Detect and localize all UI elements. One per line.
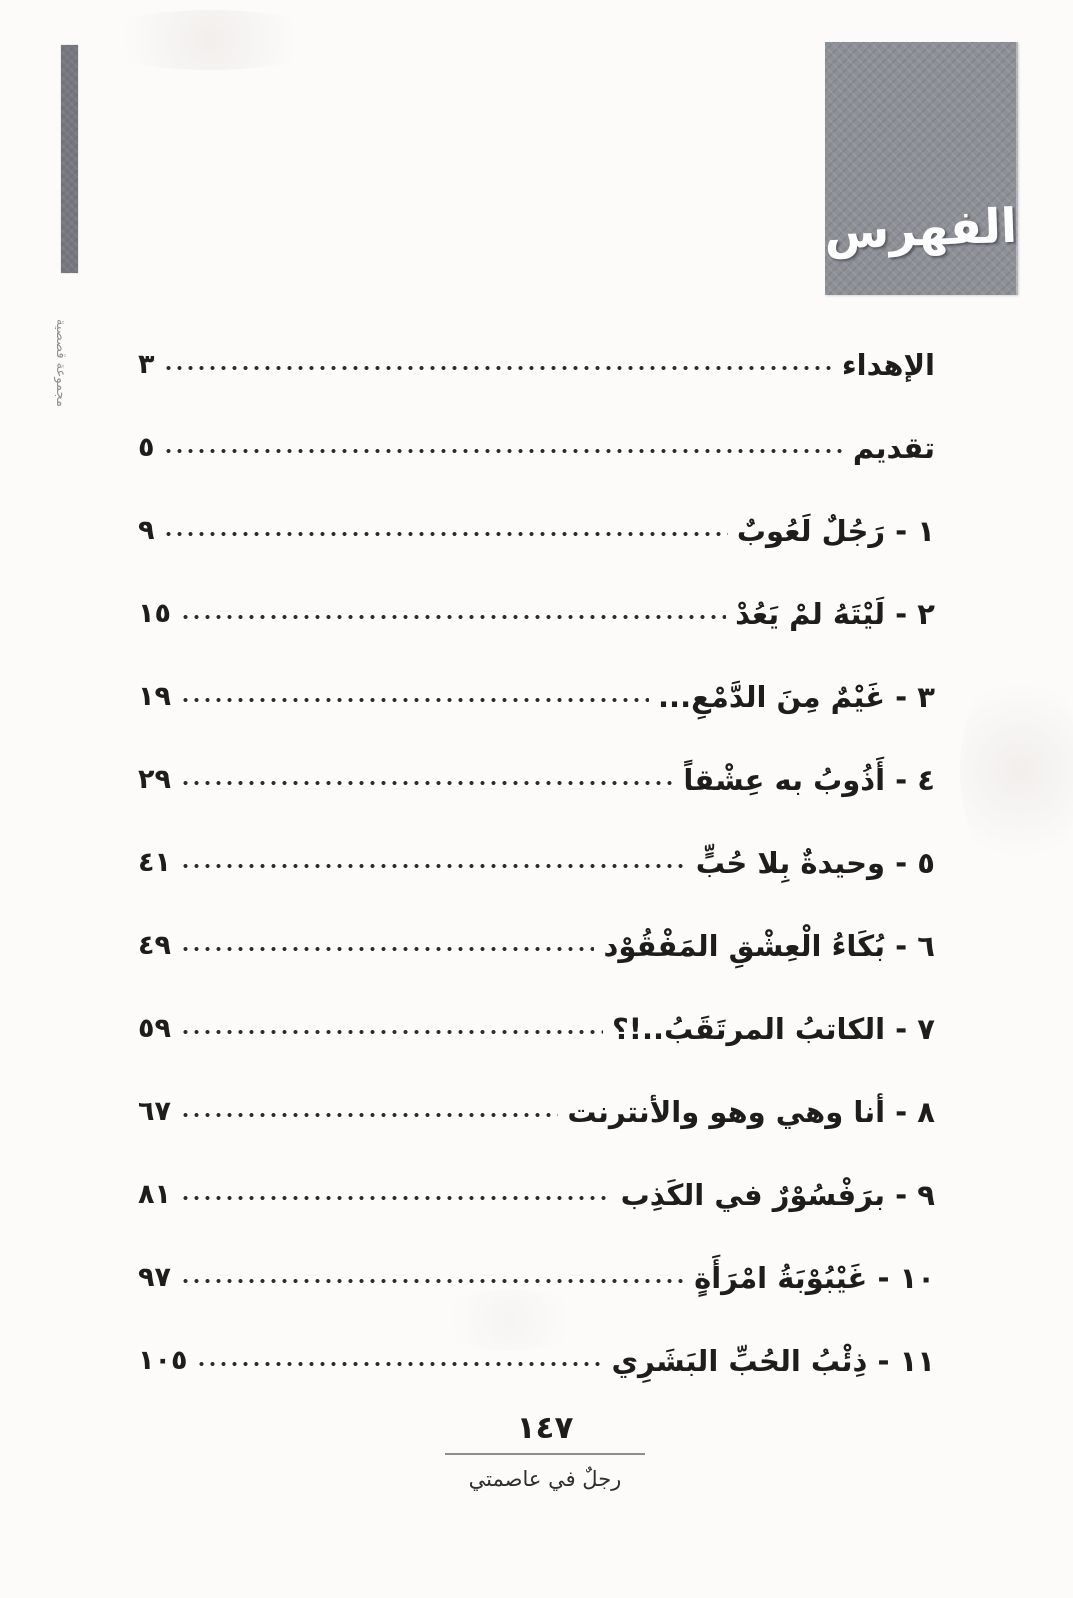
toc-entry-title: ٧ - الكاتبُ المرتَقَبُ..!؟ <box>611 1011 935 1046</box>
dot-leader <box>180 1110 558 1120</box>
toc-entry <box>138 549 935 632</box>
toc-entry-page: ٢٩ <box>138 763 171 795</box>
toc-entry <box>138 1047 935 1130</box>
table-of-contents <box>138 300 935 1379</box>
toc-entry-title: ١٠ - غَيْبُوْبَةُ امْرَأَةٍ <box>694 1260 935 1295</box>
toc-entry-title: ٢ - لَيْتَهُ لمْ يَعُدْ <box>735 596 935 631</box>
contents-header-box <box>825 42 1018 295</box>
toc-entry-title: ١١ - ذِئْبُ الحُبِّ البَشَرِي <box>611 1343 935 1378</box>
scan-smudge <box>960 660 1073 880</box>
dot-leader <box>180 695 649 705</box>
dot-leader <box>180 861 687 871</box>
spine-bar <box>61 45 78 273</box>
toc-entry <box>138 1130 935 1213</box>
toc-entry-page: ٣ <box>138 348 155 380</box>
book-title: رجلٌ في عاصمتي <box>468 1467 622 1491</box>
dot-leader <box>180 1276 685 1286</box>
toc-entry-page: ٩٧ <box>138 1261 171 1293</box>
page-footer <box>445 1410 645 1491</box>
footer-rule <box>445 1453 645 1455</box>
dot-leader <box>163 529 727 539</box>
toc-entry <box>138 715 935 798</box>
toc-entry-page: ٨١ <box>138 1178 171 1210</box>
toc-entry-title: ٦ - بُكَاءُ الْعِشْقِ المَفْقُوْد <box>603 928 935 963</box>
toc-entry-page: ١٠٥ <box>138 1344 188 1376</box>
toc-entry-title: ٤ - أَذُوبُ به عِشْقاً <box>683 762 935 797</box>
folio-page-number: ١٤٧ <box>516 1410 574 1446</box>
toc-entry <box>138 798 935 881</box>
dot-leader <box>196 1359 602 1369</box>
toc-entry-page: ٤١ <box>138 846 171 878</box>
scan-smudge <box>90 10 330 70</box>
toc-entry-page: ٥ <box>138 431 155 463</box>
dot-leader <box>163 363 832 373</box>
dot-leader <box>180 1193 612 1203</box>
toc-entry-title: ٨ - أنا وهي وهو والأنترنت <box>567 1094 935 1129</box>
toc-entry-page: ٦٧ <box>138 1095 171 1127</box>
toc-entry-page: ٩ <box>138 514 155 546</box>
toc-entry-page: ٤٩ <box>138 929 171 961</box>
toc-entry <box>138 632 935 715</box>
toc-entry-page: ١٥ <box>138 597 171 629</box>
toc-entry-title: ١ - رَجُلٌ لَعُوبٌ <box>736 513 935 548</box>
toc-entry-title: ٣ - غَيْمٌ مِنَ الدَّمْعِ... <box>658 679 935 714</box>
dot-leader <box>163 446 843 456</box>
toc-entry <box>138 1296 935 1379</box>
toc-entry-page: ١٩ <box>138 680 171 712</box>
toc-entry-title: الإهداء <box>841 347 935 382</box>
toc-entry <box>138 383 935 466</box>
dot-leader <box>180 1027 603 1037</box>
toc-entry-title: ٩ - برَفْسُوْرٌ في الكَذِب <box>620 1177 935 1212</box>
toc-entry <box>138 1213 935 1296</box>
toc-entry-title: ٥ - وحيدةٌ بِلا حُبٍّ <box>695 845 935 880</box>
toc-entry <box>138 881 935 964</box>
toc-entry <box>138 300 935 383</box>
toc-entry <box>138 466 935 549</box>
dot-leader <box>180 944 595 954</box>
toc-entry <box>138 964 935 1047</box>
spine-caption: مجموعة قصصية <box>53 318 68 407</box>
toc-entry-title: تقديم <box>852 430 935 465</box>
toc-entry-page: ٥٩ <box>138 1012 171 1044</box>
dot-leader <box>180 778 674 788</box>
dot-leader <box>180 612 726 622</box>
page-title: الفهرس <box>823 198 1019 261</box>
